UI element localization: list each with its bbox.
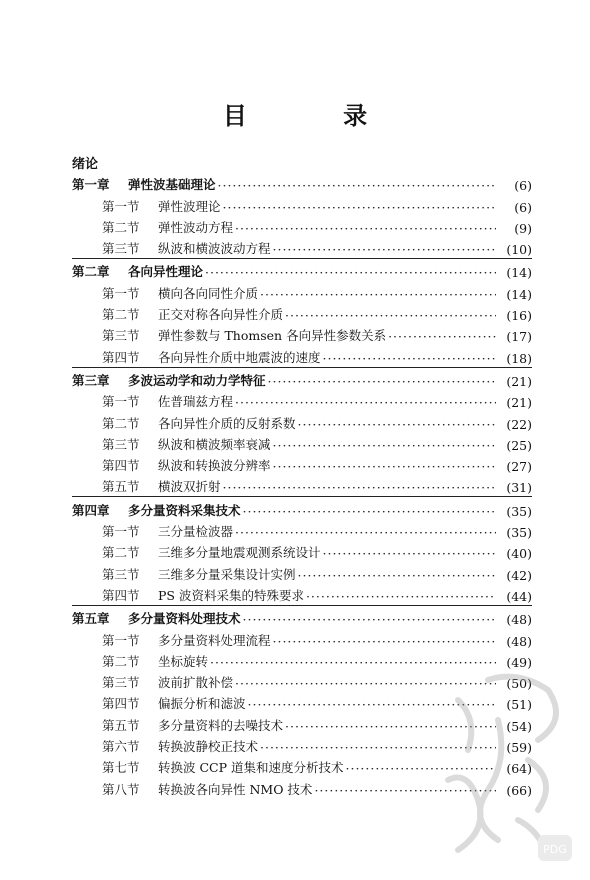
leader-dots [268, 374, 496, 389]
section-number: 第三节 [102, 436, 140, 452]
section-number: 第二节 [102, 653, 140, 669]
section-title: 弹性参数与 Thomsen 各向异性参数关系 [158, 328, 387, 344]
chapter-page: (35) [506, 503, 532, 519]
toc-section-row[interactable] [72, 734, 532, 755]
section-page: (51) [506, 697, 532, 713]
toc-section-row[interactable] [72, 215, 532, 236]
leader-dots [243, 504, 496, 519]
section-number: 第二节 [102, 545, 140, 561]
section-number: 第三节 [102, 675, 140, 691]
chapter-page: (21) [506, 373, 532, 389]
toc-section-row[interactable] [72, 519, 532, 540]
leader-dots [346, 761, 497, 776]
section-page: (18) [506, 350, 532, 366]
section-number: 第一节 [102, 632, 140, 648]
toc-section-row[interactable] [72, 280, 532, 301]
leader-dots [273, 438, 496, 453]
section-number: 第五节 [102, 717, 140, 733]
section-page: (49) [506, 654, 532, 670]
toc-section-row[interactable] [72, 432, 532, 453]
section-page: (22) [506, 416, 532, 432]
toc-section-row[interactable] [72, 583, 532, 604]
section-title: 横波双折射 [158, 479, 221, 495]
chapter-page: (6) [514, 178, 532, 194]
toc-section-row[interactable] [72, 755, 532, 776]
leader-dots [273, 459, 496, 474]
section-number: 第四节 [102, 349, 140, 365]
section-title: 纵波和横波频率衰减 [158, 436, 271, 452]
toc-section-row[interactable] [72, 323, 532, 344]
section-title: 各向异性介质中地震波的速度 [158, 349, 321, 365]
chapter-title: 多分量资料处理技术 [128, 611, 241, 627]
leader-dots [285, 719, 496, 734]
leader-dots [260, 740, 496, 755]
section-page: (48) [506, 633, 532, 649]
section-number: 第四节 [102, 458, 140, 474]
section-title: 坐标旋转 [158, 653, 209, 669]
toc-section-row[interactable] [72, 302, 532, 323]
section-page: (42) [506, 567, 532, 583]
section-title: 三维多分量地震观测系统设计 [158, 545, 321, 561]
section-number: 第二节 [102, 219, 140, 235]
section-title: 转换波各向异性 NMO 技术 [158, 781, 313, 797]
leader-dots [223, 200, 496, 215]
section-number: 第六节 [102, 739, 140, 755]
section-page: (40) [506, 546, 532, 562]
section-page: (14) [506, 286, 532, 302]
toc-section-row[interactable] [72, 627, 532, 648]
svg-text:PDG: PDG [543, 843, 567, 856]
section-page: (64) [506, 761, 532, 777]
toc-chapter-row[interactable] [72, 259, 532, 280]
section-number: 第二节 [102, 415, 140, 431]
toc-section-row[interactable] [72, 649, 532, 670]
chapter-number: 第三章 [72, 372, 110, 388]
section-page: (27) [506, 459, 532, 475]
section-title: 纵波和转换波分辨率 [158, 458, 271, 474]
toc-section-row[interactable] [72, 236, 532, 257]
section-title: 佐普瑞兹方程 [158, 394, 234, 410]
chapter-page: (14) [506, 265, 532, 281]
toc-chapters [72, 172, 532, 798]
preface-title: 绪论 [72, 157, 99, 172]
leader-dots [388, 329, 496, 344]
chapter-title: 多分量资料采集技术 [128, 502, 241, 518]
leader-dots [235, 221, 496, 236]
section-page: (44) [506, 588, 532, 604]
leader-dots [223, 480, 496, 495]
section-page: (35) [506, 525, 532, 541]
section-page: (9) [514, 220, 532, 236]
section-page: (10) [506, 242, 532, 258]
leader-dots [210, 655, 496, 670]
leader-dots [273, 634, 496, 649]
leader-dots [235, 676, 496, 691]
leader-dots [298, 417, 496, 432]
section-number: 第三节 [102, 566, 140, 582]
toc-preface[interactable] [72, 150, 532, 172]
leader-dots [218, 178, 496, 193]
section-title: 波前扩散补偿 [158, 675, 234, 691]
leader-dots [323, 351, 496, 366]
section-number: 第一节 [102, 394, 140, 410]
section-page: (31) [506, 480, 532, 496]
toc-section-row[interactable] [72, 691, 532, 712]
toc-section-row[interactable] [72, 474, 532, 495]
section-number: 第二节 [102, 307, 140, 323]
chapter-title: 各向异性理论 [128, 264, 204, 280]
chapter-number: 第五章 [72, 611, 110, 627]
toc-section-row[interactable] [72, 712, 532, 733]
table-of-contents [72, 150, 532, 798]
section-title: 转换波静校正技术 [158, 739, 259, 755]
section-title: 转换波 CCP 道集和速度分析技术 [158, 760, 344, 776]
section-title: 弹性波动方程 [158, 219, 234, 235]
chapter-number: 第一章 [72, 177, 110, 193]
chapter-number: 第四章 [72, 502, 110, 518]
leader-dots [205, 265, 496, 280]
toc-section-row[interactable] [72, 193, 532, 214]
section-number: 第一节 [102, 524, 140, 540]
leader-dots [273, 242, 496, 257]
leader-dots [243, 612, 496, 627]
leader-dots [285, 308, 496, 323]
section-page: (25) [506, 437, 532, 453]
section-number: 第三节 [102, 241, 140, 257]
leader-dots [306, 589, 496, 604]
toc-section-row[interactable] [72, 540, 532, 561]
toc-chapter-row[interactable] [72, 497, 532, 518]
section-title: 纵波和横波波动方程 [158, 241, 271, 257]
leader-dots [298, 568, 496, 583]
section-page: (59) [506, 740, 532, 756]
section-page: (6) [514, 199, 532, 215]
toc-section-row[interactable] [72, 776, 532, 797]
section-title: 横向各向同性介质 [158, 285, 259, 301]
section-title: 多分量资料处理流程 [158, 632, 271, 648]
leader-dots [314, 783, 496, 798]
section-number: 第八节 [102, 781, 140, 797]
section-title: PS 波资料采集的特殊要求 [158, 587, 304, 603]
section-title: 弹性波理论 [158, 198, 221, 214]
toc-section-row[interactable] [72, 344, 532, 365]
section-title: 三维多分量采集设计实例 [158, 566, 296, 582]
toc-section-row[interactable] [72, 410, 532, 431]
section-title: 偏振分析和滤波 [158, 696, 246, 712]
leader-dots [260, 287, 496, 302]
section-number: 第三节 [102, 328, 140, 344]
chapter-title: 多波运动学和动力学特征 [128, 372, 266, 388]
section-title: 三分量检波器 [158, 524, 234, 540]
section-number: 第一节 [102, 198, 140, 214]
section-page: (16) [506, 308, 532, 324]
section-page: (66) [506, 782, 532, 798]
section-number: 第一节 [102, 285, 140, 301]
toc-section-row[interactable] [72, 561, 532, 582]
section-title: 多分量资料的去噪技术 [158, 717, 284, 733]
toc-chapter-row[interactable] [72, 368, 532, 389]
section-page: (54) [506, 718, 532, 734]
chapter-number: 第二章 [72, 264, 110, 280]
section-number: 第五节 [102, 479, 140, 495]
chapter-title: 弹性波基础理论 [128, 177, 216, 193]
toc-section-row[interactable] [72, 670, 532, 691]
section-number: 第四节 [102, 696, 140, 712]
section-title: 正交对称各向异性介质 [158, 307, 284, 323]
leader-dots [235, 395, 496, 410]
section-number: 第四节 [102, 587, 140, 603]
toc-chapter-row[interactable] [72, 172, 532, 193]
section-number: 第七节 [102, 760, 140, 776]
leader-dots [248, 697, 496, 712]
chapter-page: (48) [506, 612, 532, 628]
toc-chapter-row[interactable] [72, 606, 532, 627]
toc-section-row[interactable] [72, 453, 532, 474]
section-page: (17) [506, 329, 532, 345]
page-title: 目 录 [222, 102, 412, 130]
leader-dots [235, 525, 496, 540]
section-title: 各向异性介质的反射系数 [158, 415, 296, 431]
toc-section-row[interactable] [72, 389, 532, 410]
section-page: (50) [506, 676, 532, 692]
section-page: (21) [506, 395, 532, 411]
leader-dots [323, 546, 496, 561]
